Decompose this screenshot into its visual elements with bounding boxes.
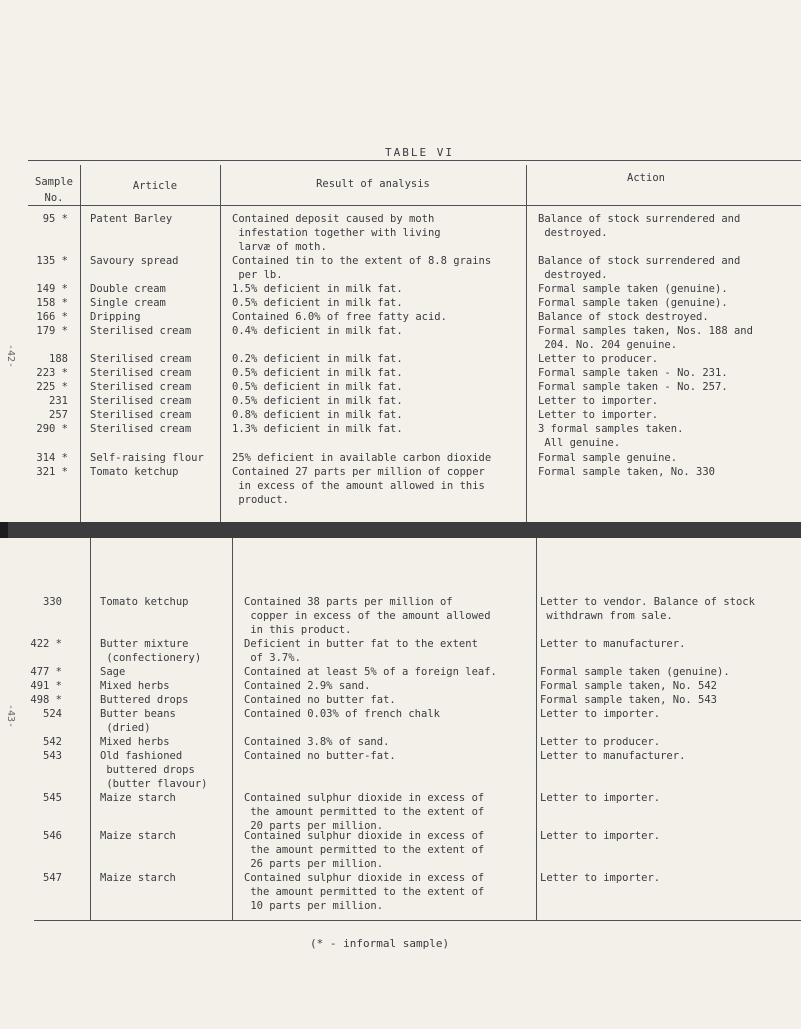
action-cell: Letter to manufacturer.: [540, 750, 686, 762]
action-cell: Formal sample taken (genuine).: [538, 297, 728, 309]
article-cell: Mixed herbs: [100, 680, 170, 692]
action-cell: Formal sample taken, No. 543: [540, 694, 718, 706]
result-cell: Contained no butter fat.: [244, 694, 396, 706]
sample-no-cell: 491 *: [30, 680, 62, 692]
action-cell: Letter to importer.: [540, 830, 661, 842]
article-cell: Maize starch: [100, 830, 176, 842]
result-cell: 1.5% deficient in milk fat.: [232, 283, 403, 295]
result-cell: 25% deficient in available carbon dioxide: [232, 452, 492, 464]
sample-no-cell: 542: [43, 736, 62, 748]
sample-no-cell: 149 *: [36, 283, 68, 295]
article-cell: Buttered drops: [100, 694, 189, 706]
article-cell: Tomato ketchup: [90, 466, 179, 478]
sample-no-cell: 330: [43, 596, 62, 608]
action-cell: Letter to importer.: [538, 395, 659, 407]
page-gap: [0, 522, 801, 538]
sample-no-cell: 158 *: [36, 297, 68, 309]
result-cell: 0.4% deficient in milk fat.: [232, 325, 403, 337]
sample-no-cell: 135 *: [36, 255, 68, 267]
result-cell: 1.3% deficient in milk fat.: [232, 423, 403, 435]
result-cell: 0.5% deficient in milk fat.: [232, 367, 403, 379]
article-cell: Sterilised cream: [90, 353, 192, 365]
result-cell: Contained no butter-fat.: [244, 750, 396, 762]
column-divider-3-lower: [536, 538, 537, 920]
header-bottom-rule: [28, 205, 801, 206]
result-cell: 0.8% deficient in milk fat.: [232, 409, 403, 421]
article-cell: Sage: [100, 666, 126, 678]
action-cell: Formal sample taken, No. 542: [540, 680, 718, 692]
action-cell: 3 formal samples taken. All genuine.: [538, 423, 684, 449]
article-cell: Patent Barley: [90, 213, 173, 225]
action-cell: Letter to importer.: [540, 708, 661, 720]
action-cell: Formal sample taken, No. 330: [538, 466, 716, 478]
article-cell: Maize starch: [100, 872, 176, 884]
page-gap-edge: [0, 522, 8, 538]
column-divider-3: [526, 165, 527, 522]
column-divider-1: [80, 165, 81, 522]
action-cell: Letter to producer.: [538, 353, 659, 365]
page-number-43: -43-: [5, 704, 16, 729]
sample-no-cell: 95 *: [42, 213, 68, 225]
result-cell: 0.5% deficient in milk fat.: [232, 395, 403, 407]
sample-no-cell: 547: [43, 872, 62, 884]
action-cell: Letter to importer.: [538, 409, 659, 421]
header-sample: Sample No.: [35, 176, 73, 204]
action-cell: Balance of stock destroyed.: [538, 311, 709, 323]
action-cell: Balance of stock surrendered and destroyed.: [538, 213, 741, 239]
sample-no-cell: 524: [43, 708, 62, 720]
table-title: TABLE VI: [385, 146, 454, 159]
action-cell: Balance of stock surrendered and destroyed.: [538, 255, 741, 281]
result-cell: Contained 27 parts per million of copper in excess of the amount allowed in this product.: [232, 466, 485, 506]
action-cell: Formal sample taken (genuine).: [538, 283, 728, 295]
header-action: Action: [627, 172, 665, 184]
sample-no-cell: 225 *: [36, 381, 68, 393]
sample-no-cell: 545: [43, 792, 62, 804]
action-cell: Letter to vendor. Balance of stock withdrawn from sale.: [540, 596, 755, 622]
result-cell: Contained 38 parts per million of copper in excess of the amount allowed in this product.: [244, 596, 491, 636]
result-cell: Contained deposit caused by moth infestation together with living larvæ of moth.: [232, 213, 441, 253]
result-cell: Deficient in butter fat to the extent of 3.7%.: [244, 638, 478, 664]
sample-no-cell: 546: [43, 830, 62, 842]
action-cell: Letter to importer.: [540, 872, 661, 884]
sample-no-cell: 179 *: [36, 325, 68, 337]
sample-no-cell: 314 *: [36, 452, 68, 464]
result-cell: 0.5% deficient in milk fat.: [232, 297, 403, 309]
footnote: (* - informal sample): [310, 937, 450, 950]
sample-no-cell: 543: [43, 750, 62, 762]
article-cell: Single cream: [90, 297, 166, 309]
column-divider-1-lower: [90, 538, 91, 920]
article-cell: Old fashioned buttered drops (butter flavour): [100, 750, 208, 790]
result-cell: Contained 6.0% of free fatty acid.: [232, 311, 447, 323]
header-result: Result of analysis: [316, 178, 430, 190]
result-cell: Contained at least 5% of a foreign leaf.: [244, 666, 497, 678]
article-cell: Self-raising flour: [90, 452, 204, 464]
result-cell: Contained tin to the extent of 8.8 grains per lb.: [232, 255, 492, 281]
article-cell: Maize starch: [100, 792, 176, 804]
sample-no-cell: 477 *: [30, 666, 62, 678]
article-cell: Sterilised cream: [90, 381, 192, 393]
action-cell: Formal sample genuine.: [538, 452, 678, 464]
article-cell: Tomato ketchup: [100, 596, 189, 608]
table-bottom-rule: [34, 920, 801, 921]
result-cell: 0.2% deficient in milk fat.: [232, 353, 403, 365]
header-article: Article: [132, 180, 178, 192]
action-cell: Letter to manufacturer.: [540, 638, 686, 650]
article-cell: Sterilised cream: [90, 325, 192, 337]
sample-no-cell: 257: [49, 409, 68, 421]
sample-no-cell: 290 *: [36, 423, 68, 435]
result-cell: Contained sulphur dioxide in excess of the amount permitted to the extent of 20 parts per million.: [244, 792, 485, 832]
action-cell: Letter to importer.: [540, 792, 661, 804]
sample-no-cell: 166 *: [36, 311, 68, 323]
article-cell: Sterilised cream: [90, 395, 192, 407]
action-cell: Formal sample taken - No. 257.: [538, 381, 728, 393]
sample-no-cell: 498 *: [30, 694, 62, 706]
article-cell: Butter mixture (confectionery): [100, 638, 202, 664]
article-cell: Sterilised cream: [90, 409, 192, 421]
action-cell: Formal samples taken, Nos. 188 and 204. No. 204 genuine.: [538, 325, 753, 351]
result-cell: Contained 0.03% of french chalk: [244, 708, 440, 720]
article-cell: Sterilised cream: [90, 367, 192, 379]
result-cell: Contained 3.8% of sand.: [244, 736, 390, 748]
result-cell: Contained sulphur dioxide in excess of the amount permitted to the extent of 10 parts per million.: [244, 872, 485, 912]
action-cell: Formal sample taken - No. 231.: [538, 367, 728, 379]
article-cell: Savoury spread: [90, 255, 179, 267]
sample-no-cell: 223 *: [36, 367, 68, 379]
sample-no-cell: 422 *: [30, 638, 62, 650]
header-top-rule: [28, 160, 801, 161]
column-divider-2: [220, 165, 221, 522]
sample-no-cell: 231: [49, 395, 68, 407]
action-cell: Letter to producer.: [540, 736, 661, 748]
result-cell: Contained 2.9% sand.: [244, 680, 371, 692]
sample-no-cell: 321 *: [36, 466, 68, 478]
article-cell: Mixed herbs: [100, 736, 170, 748]
result-cell: 0.5% deficient in milk fat.: [232, 381, 403, 393]
article-cell: Sterilised cream: [90, 423, 192, 435]
column-divider-2-lower: [232, 538, 233, 920]
action-cell: Formal sample taken (genuine).: [540, 666, 730, 678]
article-cell: Double cream: [90, 283, 166, 295]
sample-no-cell: 188: [49, 353, 68, 365]
page-number-42: -42-: [5, 344, 16, 369]
article-cell: Dripping: [90, 311, 141, 323]
result-cell: Contained sulphur dioxide in excess of the amount permitted to the extent of 26 parts per million.: [244, 830, 485, 870]
article-cell: Butter beans (dried): [100, 708, 176, 734]
